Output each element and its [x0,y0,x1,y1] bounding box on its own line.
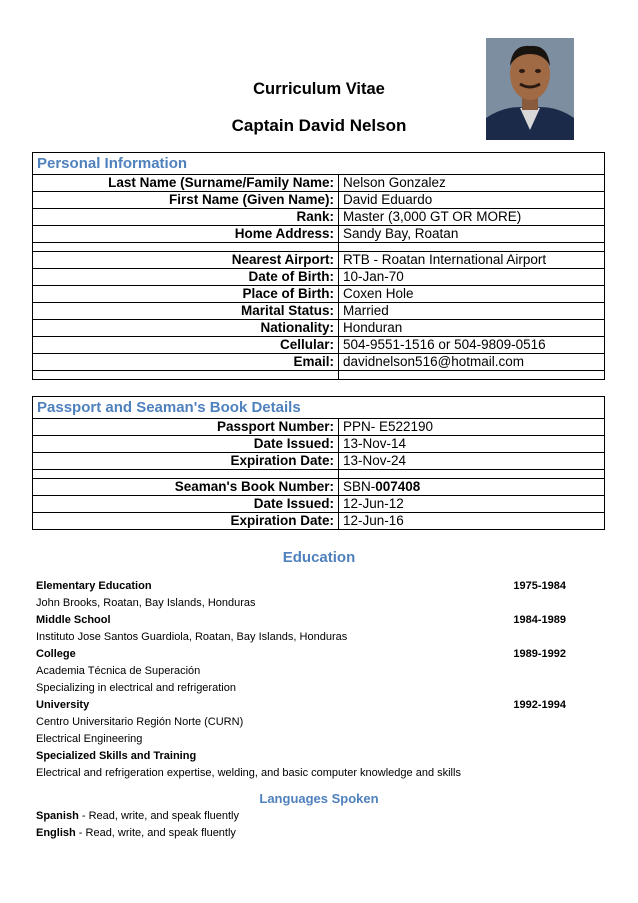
edu-line: Electrical and refrigeration expertise, welding, and basic computer knowledge and skills [36,767,461,779]
candidate-name: Captain David Nelson [231,116,407,135]
row-value: 13-Nov-24 [339,453,605,470]
education-list [36,578,566,782]
edu-title [36,697,566,714]
language-item [36,808,566,825]
document-title: Curriculum Vitae [253,80,385,98]
language-desc: - Read, write, and speak fluently [78,810,239,822]
row-label: Seaman's Book Number: [33,479,339,496]
profile-photo [486,38,574,140]
sbn-prefix: SBN- [343,479,376,494]
language-name: Spanish [36,810,79,822]
row-value: 13-Nov-14 [339,436,605,453]
row-value: 10-Jan-70 [339,269,605,286]
edu-years: 1992-1994 [513,699,566,711]
edu-title-text: University [36,699,90,711]
edu-line: John Brooks, Roatan, Bay Islands, Honduras [36,597,256,609]
passport-heading: Passport and Seaman's Book Details [33,397,605,419]
row-label: Home Address: [33,226,339,243]
row-value: Honduran [339,320,605,337]
row-label: Expiration Date: [33,513,339,530]
language-name: English [36,827,76,839]
row-label: Nearest Airport: [33,252,339,269]
edu-line: Academia Técnica de Superación [36,665,201,677]
row-label: Date Issued: [33,496,339,513]
edu-years: 1984-1989 [513,614,566,626]
row-value: 12-Jun-16 [339,513,605,530]
edu-line: Specializing in electrical and refrigeration [36,682,236,694]
sbn-number: 007408 [375,479,421,494]
row-value: Married [339,303,605,320]
row-value: Nelson Gonzalez [339,175,605,192]
row-value: David Eduardo [339,192,605,209]
row-label: Email: [33,354,339,371]
row-label: Marital Status: [33,303,339,320]
edu-title-text: Middle School [36,614,111,626]
edu-title [36,612,566,629]
row-value: Sandy Bay, Roatan [339,226,605,243]
row-label: Rank: [33,209,339,226]
row-value [339,479,605,496]
row-value: 12-Jun-12 [339,496,605,513]
personal-info-table [32,152,605,380]
row-label: Expiration Date: [33,453,339,470]
edu-title-text: Specialized Skills and Training [36,750,197,762]
passport-table [32,396,605,530]
row-label: Nationality: [33,320,339,337]
language-desc: - Read, write, and speak fluently [75,827,236,839]
edu-line: Instituto Jose Santos Guardiola, Roatan, Bay Islands, Honduras [36,631,348,643]
row-label: Date Issued: [33,436,339,453]
row-value: PPN- E522190 [339,419,605,436]
row-label: Cellular: [33,337,339,354]
personal-info-heading: Personal Information [33,153,605,175]
languages-list [36,808,566,842]
edu-years: 1989-1992 [513,648,566,660]
education-heading: Education [282,549,356,566]
edu-years: 1975-1984 [513,580,566,592]
row-label: Place of Birth: [33,286,339,303]
row-label: Passport Number: [33,419,339,436]
row-value: RTB - Roatan International Airport [339,252,605,269]
edu-title-text: College [36,648,76,660]
row-value: 504-9551-1516 or 504-9809-0516 [339,337,605,354]
edu-title [36,646,566,663]
edu-line: Electrical Engineering [36,733,143,745]
row-label: First Name (Given Name): [33,192,339,209]
edu-title [36,748,566,765]
row-value: Coxen Hole [339,286,605,303]
edu-title-text: Elementary Education [36,580,152,592]
languages-heading: Languages Spoken [259,791,379,806]
row-label: Date of Birth: [33,269,339,286]
row-label: Last Name (Surname/Family Name: [33,175,339,192]
language-item [36,825,566,842]
row-value: Master (3,000 GT OR MORE) [339,209,605,226]
edu-title [36,578,566,595]
row-value: davidnelson516@hotmail.com [339,354,605,371]
edu-line: Centro Universitario Región Norte (CURN) [36,716,244,728]
